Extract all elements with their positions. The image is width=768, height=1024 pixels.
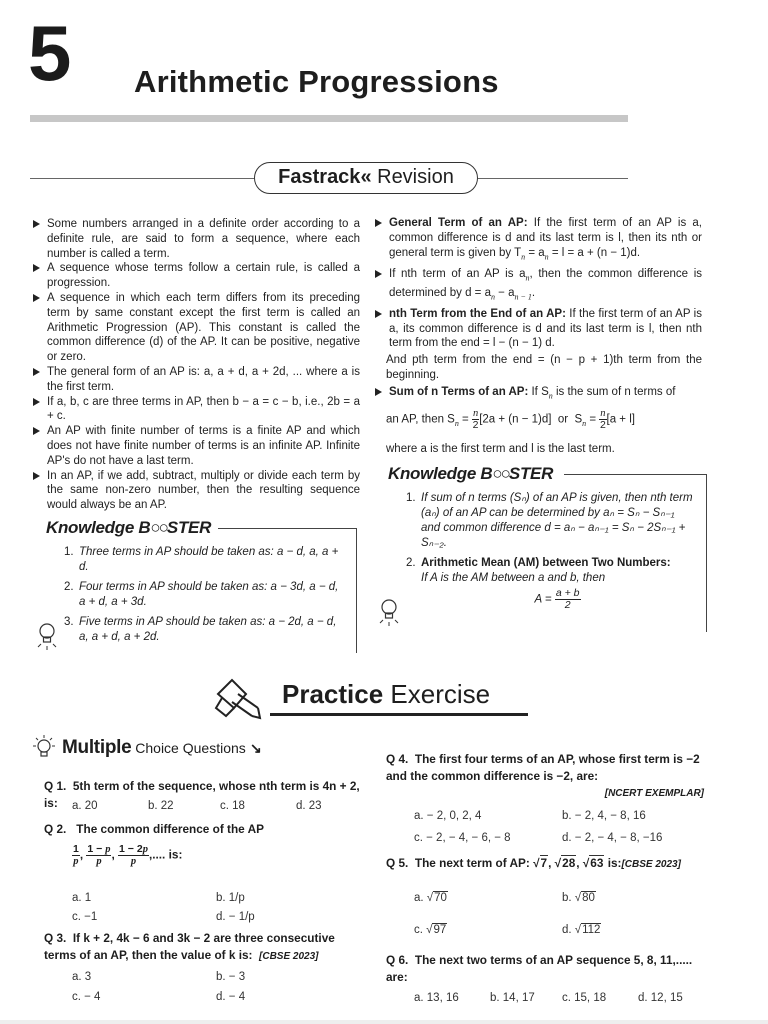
- option[interactable]: a. 3: [72, 971, 92, 983]
- fastrack-revision-banner: [254, 162, 478, 194]
- title-underline: [30, 115, 628, 122]
- option[interactable]: b. 1/p: [216, 892, 245, 904]
- option[interactable]: a. 13, 16: [414, 992, 459, 1004]
- option[interactable]: a. − 2, 0, 2, 4: [414, 810, 482, 822]
- option[interactable]: c. − 2, − 4, − 6, − 8: [414, 832, 511, 844]
- fraction: $\frac{1 - p}{p}$: [87, 843, 111, 867]
- revision-point: A sequence whose terms follow a certain rule, is called a progression.: [30, 261, 360, 291]
- mcq-section-title: Multiple Choice Questions ↘: [62, 737, 262, 758]
- option[interactable]: a. 20: [72, 800, 98, 812]
- option[interactable]: b. − 3: [216, 971, 246, 983]
- option[interactable]: c. √97: [414, 924, 447, 936]
- option[interactable]: d. √112: [562, 924, 601, 936]
- option[interactable]: d. − 4: [216, 991, 246, 1003]
- knowledge-booster-title: Knowledge B○○STER: [388, 464, 554, 483]
- revision-point: And pth term from the end = (n − p + 1)th term from the beginning.: [386, 354, 702, 382]
- fastrack-label: Revision: [371, 166, 454, 188]
- fastrack-brand-mark: «: [360, 166, 372, 188]
- question-5: Q 5. The next term of AP: √7, √28, √63 is:[CBSE 2023]: [386, 856, 681, 870]
- option[interactable]: a. 1: [72, 892, 92, 904]
- option[interactable]: d. − 2, − 4, − 8, −16: [562, 832, 663, 844]
- question-4: Q 4. The first four terms of an AP, whose first term is −2 and the common difference is −2, are: [NCERT EXEMPLAR]: [386, 752, 704, 799]
- revision-point: An AP with finite number of terms is a finite AP and which does not have finite number of terms is an infinite AP. Infinite AP's do not have a last term.: [30, 424, 360, 468]
- sum-formula: an AP, then $S_n$ = $\frac{n}{2}$ [2a + (n − 1)d] or $S_n$ = $\frac{n}{2}$ [a + l]: [386, 407, 635, 431]
- booster-item: 2. Four terms in AP should be taken as: a − 3d, a − d, a + d, a + 3d.: [64, 581, 339, 608]
- divider-line: [30, 178, 254, 179]
- option[interactable]: a. √70: [414, 892, 447, 904]
- revision-point: In an AP, if we add, subtract, multiply or divide each term by the same non-zero number, then the resulting sequence would always be an AP.: [30, 469, 360, 513]
- option[interactable]: d. 23: [296, 800, 322, 812]
- divider-line: [564, 474, 706, 475]
- revision-point: If a, b, c are three terms in AP, then b − a = c − b, i.e., 2b = a + c.: [30, 395, 360, 425]
- booster-oo-glyph: ○○: [150, 518, 167, 537]
- revision-point: Some numbers arranged in a definite order according to a definite rule, are said to form a sequence, where each number is called a term.: [30, 217, 360, 261]
- revision-point: General Term of an AP: If the first term of an AP is a, common difference is d and its last term is l, then its nth or general term is given by $T_n = a_n = l = a + (n - 1)d$.: [372, 216, 702, 265]
- lightbulb-icon: [30, 733, 58, 763]
- question-1: Q 1. 5th term of the sequence, whose nth term is 4n + 2, is:: [44, 779, 360, 810]
- chapter-title: Arithmetic Progressions: [134, 64, 499, 99]
- option[interactable]: c. 15, 18: [562, 992, 607, 1004]
- arrow-down-right-icon: ↘: [249, 740, 262, 756]
- page-bottom-edge: [0, 1020, 768, 1024]
- option[interactable]: c. − 4: [72, 991, 101, 1003]
- lightbulb-icon: [36, 620, 58, 654]
- knowledge-booster-right: [388, 464, 708, 634]
- fraction: $\frac{n}{2}$: [599, 407, 606, 431]
- fraction: $\frac{1}{p}$: [73, 843, 79, 867]
- practice-exercise-title: Practice Exercise: [282, 679, 491, 709]
- booster-oo-glyph: ○○: [492, 464, 509, 483]
- question-2-fractions: $\frac{1}{p}$ , $\frac{1 - p}{p}$ , $\frac{1 - 2p}{p}$ ,.... is:: [73, 843, 183, 867]
- revision-point: where a is the first term and l is the last term.: [386, 442, 615, 455]
- title-underline: [270, 713, 528, 716]
- option[interactable]: d. 12, 15: [638, 992, 683, 1004]
- booster-item: 2. Arithmetic Mean (AM) between Two Numbers: If A is the AM between a and b, then A = $\frac{a + b}{2}$: [406, 557, 671, 611]
- option[interactable]: c. 18: [220, 800, 245, 812]
- divider-line: [356, 528, 357, 653]
- divider-line: [478, 178, 628, 179]
- revision-left-column: [30, 217, 360, 513]
- question-2-text: The common difference of the AP: [76, 822, 264, 836]
- option[interactable]: c. −1: [72, 911, 98, 923]
- booster-item: 3. Five terms in AP should be taken as: a − 2d, a − d, a, a + d, a + 2d.: [64, 616, 337, 643]
- option[interactable]: b. 14, 17: [490, 992, 535, 1004]
- fraction: $\frac{a + b}{2}$: [555, 587, 580, 611]
- option[interactable]: b. − 2, 4, − 8, 16: [562, 810, 646, 822]
- booster-item: 1. If sum of n terms (Sₙ) of an AP is given, then nth term (aₙ) of an AP can be determined by aₙ = Sₙ − Sₙ₋₁ and common difference d = aₙ − aₙ₋₁ = Sₙ − 2Sₙ₋₁ + Sₙ₋₂.: [406, 492, 693, 549]
- revision-right-column: [372, 216, 702, 458]
- hand-pen-icon: [212, 672, 268, 722]
- fraction: $\frac{n}{2}$: [472, 407, 479, 431]
- booster-item: 1. Three terms in AP should be taken as: a − d, a, a + d.: [64, 546, 339, 573]
- chapter-number: 5: [28, 9, 72, 97]
- revision-point: If nth term of an AP is $a_n$, then the common difference is determined by $d = a_n - a_{n - 1}$.: [372, 267, 702, 305]
- revision-point: nth Term from the End of an AP: If the first term of an AP is a, its common difference is d and its last term is l, then nth term from the end = l − (n − 1) d.: [372, 307, 702, 351]
- option[interactable]: b. 22: [148, 800, 174, 812]
- lightbulb-icon: [378, 596, 400, 630]
- fastrack-brand: Fastrack: [278, 166, 361, 188]
- question-2: Q 2. The common difference of the AP $\frac{1}{p}$ , $\frac{1 - p}{p}$ , $\frac{1 - 2p}{p}$ ,.... is:: [44, 821, 360, 867]
- revision-point: A sequence in which each term differs from its preceding term by same constant except the first term is called an Arithmetic Progression (AP). This constant is called the common difference (d) of the AP. It can be positive, negative or zero.: [30, 291, 360, 365]
- revision-point: The general form of an AP is: a, a + d, a + 2d, ... where a is the first term.: [30, 365, 360, 395]
- option[interactable]: b. √80: [562, 892, 595, 904]
- revision-point: Sum of n Terms of an AP: If $S_n$ is the sum of n terms of: [372, 385, 702, 404]
- knowledge-booster-left: [46, 518, 358, 658]
- knowledge-booster-title: Knowledge B○○STER: [46, 518, 212, 537]
- divider-line: [218, 528, 356, 529]
- question-3: Q 3. If k + 2, 4k − 6 and 3k − 2 are three consecutive terms of an AP, then the value of k is: [CBSE 2023]: [44, 931, 335, 962]
- option[interactable]: d. − 1/p: [216, 911, 255, 923]
- question-6: Q 6. The next two terms of an AP sequence 5, 8, 11,..... are:: [386, 953, 693, 984]
- divider-line: [706, 474, 707, 632]
- fraction: $\frac{1 - 2p}{p}$: [119, 843, 148, 867]
